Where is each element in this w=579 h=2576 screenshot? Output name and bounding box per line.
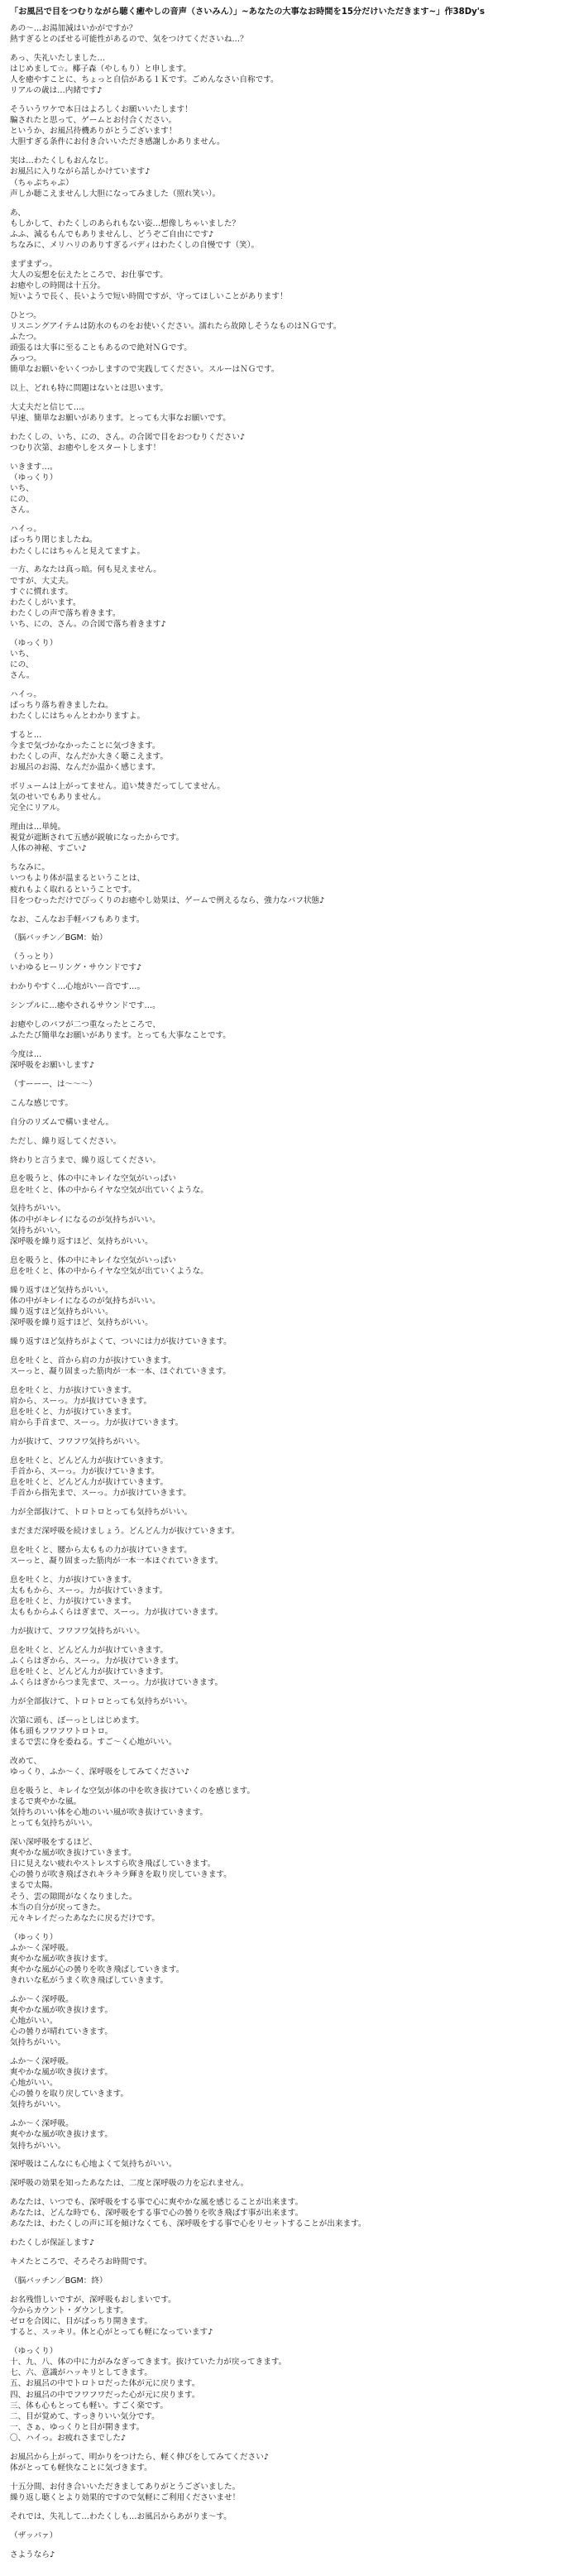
text-line: 繰り返し聴くとより効果的ですので気軽にご利用くださいませ！ — [10, 2492, 241, 2502]
text-line: 大胆すぎる条件にお付き合いいただき感謝しかありません。 — [10, 137, 225, 147]
text-line: 深呼吸はこんなにも心地よくて気持ちがいい。 — [10, 2160, 177, 2170]
paragraph — [10, 1255, 569, 1277]
text-line: 〇、ハイっ。お疲れさまでした♪ — [10, 2433, 127, 2443]
text-line: あなたは、わたくしの声に耳を傾けなくても、深呼吸をする事で心をリセットすることが出来ます。 — [10, 2219, 366, 2229]
paragraph — [10, 1136, 569, 1147]
text-line: 繰り返すほど気持ちがいい。 — [10, 1285, 113, 1295]
paragraph — [10, 2238, 569, 2248]
text-line: ただし、繰り返してください。 — [10, 1136, 122, 1146]
text-line: （ゆっくり） — [10, 1932, 58, 1942]
text-line: 息を吐くと、力が抜けていきます。 — [10, 1575, 136, 1585]
text-line: お風呂のお湯、なんだか温かく感じます。 — [10, 763, 160, 773]
text-line: ボリュームは上がってません。追い焚きだってしてません。 — [10, 782, 225, 792]
text-line: 心地がいい。 — [10, 2017, 58, 2027]
text-line: 繰り返すほど気持ちがいい。 — [10, 1307, 113, 1317]
paragraph — [10, 1786, 569, 1829]
text-line: さん。 — [10, 506, 35, 516]
text-line: はじめまして☆。椰子森（やしもり）と申します。 — [10, 65, 191, 74]
text-line: きれいな私がうまく吹き飛ばしていきます。 — [10, 1975, 169, 1985]
paragraph — [10, 1626, 569, 1637]
text-line: 気持ちがいい。 — [10, 1204, 66, 1214]
paragraph — [10, 981, 569, 992]
text-line: （ちゃぷちゃぷ） — [10, 178, 74, 188]
paragraph — [10, 104, 569, 147]
paragraph — [10, 1117, 569, 1128]
paragraph — [10, 564, 569, 630]
text-line: 自分のリズムで構いません。 — [10, 1117, 114, 1127]
paragraph — [10, 2346, 569, 2444]
text-line: みっつ。 — [10, 354, 41, 364]
paragraph — [10, 1355, 569, 1377]
text-line: ふたたび簡単なお願いがあります。とっても大事なことです。 — [10, 1031, 231, 1041]
text-line: 一方、あなたは真っ暗。何も見えません。 — [10, 565, 161, 575]
text-line: 息を吐くと、力が抜けていきます。 — [10, 1407, 136, 1417]
paragraph — [10, 1437, 569, 1447]
paragraph — [10, 1098, 569, 1109]
text-line: （すーーー、は～～～） — [10, 1080, 97, 1090]
paragraph — [10, 1994, 569, 2048]
text-line: 息を吐くと、力が抜けていきます。 — [10, 1596, 136, 1606]
text-line: すると、スッキリ。体と心がとっても軽になっています♪ — [10, 2328, 213, 2338]
text-line: 十五分間、お付き合いいただきましてありがとうございました。 — [10, 2482, 241, 2492]
paragraph — [10, 822, 569, 854]
text-line: 人を癒やすことに、ちょっと自信がある１Ｋです。ごめんなさい自称です。 — [10, 75, 279, 85]
text-line: まだまだ深呼吸を続けましょう。どんどん力が抜けていきます。 — [10, 1526, 240, 1536]
paragraph — [10, 1696, 569, 1707]
paragraph — [10, 1019, 569, 1041]
text-line: 心の曇りが吹き飛ばされキラキラ輝きを取り戻していきます。 — [10, 1870, 232, 1880]
text-line: 息を吐くと、どんどん力が抜けていきます。 — [10, 1667, 169, 1677]
text-line: わたくしにはちゃんと見えてますよ。 — [10, 546, 146, 556]
text-line: ゆっくり、ふか～く、深呼吸をしてみてください♪ — [10, 1767, 189, 1777]
paragraph — [10, 1526, 569, 1537]
text-line: 早速、簡単なお願いがあります。とっても大事なお願いです。 — [10, 414, 231, 424]
text-line: わたくしの声、なんだか大きく聴こえます。 — [10, 752, 169, 762]
text-line: 息を吐くと、腰から太ももの力が抜けていきます。 — [10, 1545, 192, 1555]
text-line: （ゆっくり） — [10, 638, 58, 648]
text-line: ふか～く深呼吸。 — [10, 2057, 74, 2067]
text-line: お癒やしの時間は十五分。 — [10, 281, 106, 290]
text-line: にの、 — [10, 660, 34, 669]
paragraph — [10, 2530, 569, 2541]
text-line: （ゆっくり） — [10, 473, 58, 483]
text-line: そう、雲の隙間がなくなりました。 — [10, 1892, 137, 1902]
text-line: ふくらはぎから、スーっ。力が抜けていきます。 — [10, 1656, 184, 1666]
text-line: 気持ちのいい体を心地のいい風が吹き抜けていきます。 — [10, 1808, 208, 1818]
text-line: もしかして、わたくしのあられもない姿…想像しちゃいました？ — [10, 218, 241, 228]
text-line: ふか～く深呼吸。 — [10, 2119, 74, 2129]
text-line: ふふ、減るもんでもありませんし、どうぞご自由にです♪ — [10, 229, 214, 239]
text-line: お名残惜しいですが、深呼吸もおしまいです。 — [10, 2295, 176, 2305]
paragraph — [10, 1756, 569, 1777]
text-line: あなたは、いつでも、深呼吸をする事で心に爽やかな風を感じることが出来ます。 — [10, 2198, 304, 2208]
text-line: 気のせいでもありません。 — [10, 793, 106, 803]
text-line: 視覚が遮断されて五感が鋭敏になったからです。 — [10, 833, 184, 843]
text-line: 体の中がキレイになるのが気持ちがいい。 — [10, 1215, 160, 1225]
text-line: さようなら♪ — [10, 2550, 55, 2559]
paragraph — [10, 1336, 569, 1347]
paragraph — [10, 1049, 569, 1071]
text-line: （脳バッチン／BGM：終） — [10, 2276, 108, 2286]
text-line: 力が全部抜けて、トロトロとっても気持ちがいい。 — [10, 1507, 193, 1517]
text-line: ハイっ。 — [10, 689, 41, 699]
text-line: ふくらはぎからつま先まで、スーっ。力が抜けていきます。 — [10, 1678, 223, 1688]
text-line: ハイっ。 — [10, 525, 41, 535]
paragraph — [10, 208, 569, 251]
text-line: 繰り返すほど気持ちがよくて、ついには力が抜けていきます。 — [10, 1336, 232, 1346]
text-line: 息を吐くと、体の中からイヤな空気が出ていくような。 — [10, 1185, 208, 1195]
paragraph — [10, 1000, 569, 1011]
text-line: （ゆっくり） — [10, 2347, 58, 2357]
paragraph — [10, 2276, 569, 2286]
text-line: リスニングアイテムは防水のものをお使いください。濡れたら故障しそうなものはＮＧです。 — [10, 321, 342, 331]
paragraph — [10, 1385, 569, 1428]
text-line: いち、 — [10, 484, 34, 494]
text-line: 力が抜けて、フワフワ気持ちがいい。 — [10, 1626, 145, 1636]
text-line: お風呂から上がって、明かりをつけたら、軽く伸びをしてみてください♪ — [10, 2452, 269, 2462]
text-line: まるで爽やかな風。 — [10, 1796, 82, 1806]
text-line: わかりやすく…心地がいー音です…。 — [10, 982, 146, 992]
text-line: にの、 — [10, 495, 34, 505]
text-line: わたくしの、いち、にの、さん。の合図で目をおつむりください♪ — [10, 433, 246, 443]
text-line: すぐに慣れます。 — [10, 587, 73, 597]
text-line: リアルの歳は…内緒です♪ — [10, 86, 103, 96]
text-line: そういうワケで本日はよろしくお願いいたします！ — [10, 105, 193, 115]
text-line: わたくしの声で落ち着きます。 — [10, 608, 121, 618]
paragraph — [10, 432, 569, 453]
text-line: ふか～く深呼吸。 — [10, 1994, 74, 2004]
text-line: 気持ちがいい。 — [10, 2141, 66, 2151]
text-line: （うっとり） — [10, 952, 58, 962]
text-line: 体も頭もフワフワトロトロ。 — [10, 1726, 113, 1736]
text-line: ひとつ。 — [10, 310, 41, 320]
paragraph — [10, 383, 569, 394]
paragraph — [10, 862, 569, 905]
text-line: とっても気持ちがいい。 — [10, 1819, 98, 1829]
paragraph — [10, 2295, 569, 2338]
paragraph — [10, 689, 569, 722]
text-line: 二、目が覚めて、すっきりいい気分です。 — [10, 2411, 160, 2421]
paragraph — [10, 2550, 569, 2560]
text-line: いわゆるヒーリング・サウンドです♪ — [10, 963, 142, 973]
paragraph — [10, 1575, 569, 1618]
text-line: 一、さぁ、ゆっくりと目が開きます。 — [10, 2422, 145, 2432]
text-line: 次第に頭も、ぼーっとしはじめます。 — [10, 1715, 144, 1725]
text-line: あっ、失礼いたしました… — [10, 53, 106, 63]
text-line: 日に見えない疲れやストレスすら吹き飛ばしていきます。 — [10, 1859, 216, 1869]
paragraph — [10, 1645, 569, 1688]
text-line: 元々キレイだったあなたに戻るだけです。 — [10, 1913, 160, 1923]
text-line: 息を吐くと、力が抜けていきます。 — [10, 1385, 136, 1395]
text-line: 三、体も心もとっても軽い。すごく楽です。 — [10, 2401, 168, 2411]
paragraph — [10, 53, 569, 96]
text-line: それでは、失礼して…わたくしも…お風呂からあがりま～す。 — [10, 2511, 232, 2521]
text-line: 体の中がキレイになるのが気持ちがいい。 — [10, 1296, 160, 1306]
text-line: 終わりと言うまで、繰り返してください。 — [10, 1155, 161, 1165]
text-line: 力が抜けて、フワフワ気持ちがいい。 — [10, 1437, 145, 1446]
text-line: 実は…わたくしもおんなじ。 — [10, 156, 113, 166]
text-line: まるで雲に身を委ねる。すご～く心地がいい。 — [10, 1737, 177, 1747]
text-line: 息を吐くと、どんどん力が抜けていきます。 — [10, 1645, 169, 1655]
paragraph — [10, 1203, 569, 1246]
text-line: 爽やかな風が吹き抜けます。 — [10, 1954, 112, 1964]
text-line: 疲れもよく取れるということです。 — [10, 885, 136, 895]
text-line: ちなみに。 — [10, 863, 50, 873]
text-line: 爽やかな風が吹き抜けます。 — [10, 2068, 112, 2078]
paragraph — [10, 2257, 569, 2267]
text-line: 息を吐くと、どんどん力が抜けていきます。 — [10, 1456, 169, 1465]
paragraph — [10, 1285, 569, 1328]
text-line: 息を吐くと、どんどん力が抜けていきます。 — [10, 1477, 169, 1487]
text-line: ふか～く深呼吸。 — [10, 1943, 74, 1953]
text-line: 頭張るは大事に至ることもあるので絶対ＮＧです。 — [10, 343, 192, 353]
text-line: いち、 — [10, 649, 34, 659]
text-line: 深呼吸をお願いします♪ — [10, 1061, 95, 1071]
text-line: ばっちり落ち着きましたね。 — [10, 701, 113, 711]
text-line: 息を吸うと、体の中にキレイな空気がいっぱい — [10, 1255, 176, 1265]
text-line: 今まで気づかなかったことに気づきます。 — [10, 741, 160, 751]
paragraph — [10, 1155, 569, 1166]
paragraph — [10, 2118, 569, 2151]
text-line: すると… — [10, 731, 42, 741]
text-line: ゼロを合図に、目がぱっちり開きます。 — [10, 2317, 152, 2327]
text-line: シンプルに…癒やされるサウンドです…。 — [10, 1001, 160, 1011]
paragraph — [10, 781, 569, 813]
paragraph — [10, 1456, 569, 1499]
text-line: 目をつむっただけでびっくりのお癒やし効果は、ゲームで例えるなら、強力なバフ状態♪ — [10, 895, 325, 905]
text-line: あなたは、どんな時でも、深呼吸をする事で心の曇りを吹き飛ばす事が出来ます。 — [10, 2209, 304, 2219]
text-line: わたくしにはちゃんとわかりますよ。 — [10, 712, 146, 722]
text-line: 理由は…単純。 — [10, 823, 66, 832]
text-line: 深呼吸を繰り返すほど、気持ちがいい。 — [10, 1236, 153, 1246]
text-line: 深呼吸の効果を知ったあなたは、二度と深呼吸の力を忘れません。 — [10, 2179, 249, 2189]
text-line: お癒やしのバフが二つ重なったところで、 — [10, 1020, 160, 1030]
paragraph — [10, 23, 569, 45]
text-line: 爽やかな風が心の曇りを吹き飛ばしていきます。 — [10, 1964, 184, 1974]
text-line: あ、 — [10, 208, 26, 218]
text-line: スーっと、凝り固まった筋肉が一本一本ほぐれていきます。 — [10, 1556, 223, 1566]
text-line: あの～…お湯加減はいかがですか？ — [10, 24, 137, 33]
text-line: 気持ちがいい。 — [10, 2100, 66, 2110]
text-line: まるで太陽。 — [10, 1881, 58, 1891]
text-line: 体がとっても軽快なことに気づきます。 — [10, 2463, 152, 2473]
text-line: （脳バッチン／BGM：始） — [10, 933, 108, 943]
text-line: つむり次第、お癒やしをスタートします！ — [10, 444, 161, 453]
paragraph — [10, 1545, 569, 1566]
text-line: というか、お風呂待機ありがとうございます！ — [10, 127, 177, 137]
paragraph — [10, 156, 569, 199]
text-line: ふたつ。 — [10, 333, 41, 343]
paragraph — [10, 2178, 569, 2189]
paragraph — [10, 933, 569, 943]
text-line: 太ももからふくらはぎまで、スーっ。力が抜けていきます。 — [10, 1607, 223, 1617]
text-line: 手首から、スーっ。力が抜けていきます。 — [10, 1466, 160, 1476]
text-line: 息を吸うと、キレイな空気が体の中を吹き抜けていくのを感じます。 — [10, 1786, 256, 1796]
paragraph — [10, 1507, 569, 1518]
paragraph — [10, 1932, 569, 1986]
text-line: 肩から手首まで、スーっ。力が抜けていきます。 — [10, 1418, 184, 1427]
text-line: スーっと、凝り固まった筋肉が一本一本、ほぐれていきます。 — [10, 1366, 231, 1376]
paragraph — [10, 638, 569, 681]
text-line: わたくしが保証します♪ — [10, 2238, 95, 2248]
text-line: 手首から指先まで、スーっ。力が抜けていきます。 — [10, 1489, 191, 1499]
text-line: 力が全部抜けて、トロトロとっても気持ちがいい。 — [10, 1696, 193, 1706]
text-line: 息を吸うと、体の中にキレイな空気がいっぱい — [10, 1174, 176, 1184]
text-line: 五、お風呂の中でトロトロだった体が元に戻ります。 — [10, 2379, 200, 2389]
text-line: 息を吐くと、首から肩の力が抜けていきます。 — [10, 1355, 176, 1365]
text-line: 改めて、 — [10, 1756, 42, 1766]
text-line: 声しか聴こえませんし大胆になってみました（照れ笑い）。 — [10, 189, 221, 199]
text-line: 太ももから、スーっ。力が抜けていきます。 — [10, 1585, 168, 1595]
paragraph — [10, 2197, 569, 2229]
paragraph — [10, 730, 569, 773]
text-line: 完全にリアル。 — [10, 804, 65, 813]
text-line: いつもより体が温まるということは、 — [10, 874, 146, 884]
text-line: こんな感じです。 — [10, 1098, 73, 1108]
paragraph — [10, 2511, 569, 2522]
text-line: （ザッパァ） — [10, 2530, 58, 2540]
text-line: まずまずっ。 — [10, 259, 57, 269]
text-line: いきます…。 — [10, 463, 58, 473]
text-line: ばっちり閉じましたね。 — [10, 535, 98, 545]
paragraph — [10, 2159, 569, 2170]
paragraph — [10, 914, 569, 925]
text-line: なお、こんなお手軽バフもあります。 — [10, 914, 145, 924]
paragraph — [10, 2056, 569, 2110]
text-line: 大丈夫だと信じて…。 — [10, 403, 89, 413]
text-line: 騙されたと思って、ゲームとお付合ください。 — [10, 116, 177, 126]
document-title: 「お風呂で目をつむりながら聴く癒やしの音声（さいみん）」~あなたの大事なお時間を15分だけいただきます~」作38Dy's — [10, 7, 485, 17]
text-line: 爽やかな風が吹き抜けていきます。 — [10, 1849, 136, 1859]
text-line: 深呼吸を繰り返すほど、気持ちがいい。 — [10, 1317, 153, 1327]
text-line: 肩から、スーっ。力が抜けていきます。 — [10, 1396, 152, 1406]
text-line: さん。 — [10, 671, 35, 681]
text-line: ですが、大丈夫。 — [10, 576, 74, 586]
text-line: 息を吐くと、体の中からイヤな空気が出ていくような。 — [10, 1266, 208, 1276]
text-line: 今からカウント・ダウンします。 — [10, 2306, 129, 2316]
text-line: 心の曇りが晴れていきます。 — [10, 2027, 112, 2037]
paragraph — [10, 1173, 569, 1195]
text-line: 十、九、八、体の中に力がみなぎってきます。抜けていた力が戻ってきます。 — [10, 2358, 287, 2367]
text-line: 熱すぎるとのぼせる可能性があるので、気をつけてくださいね…？ — [10, 35, 248, 45]
text-line: 簡単なお願いをいくつかしますので実践してください。スルーはＮＧです。 — [10, 365, 280, 375]
text-line: いち、にの、さん。の合図で落ち着きます♪ — [10, 619, 166, 629]
text-line: 人体の神秘、すごい♪ — [10, 844, 87, 854]
text-line: 深い深呼吸をするほど、 — [10, 1838, 98, 1848]
text-line: 以上、どれも特に問題はないとは思います。 — [10, 384, 169, 394]
text-line: 大人の妄想を伝えたところで、お仕事です。 — [10, 270, 168, 280]
text-line: わたくしがいます。 — [10, 597, 81, 607]
text-line: 七、六、意識がハッキリとしてきます。 — [10, 2368, 152, 2378]
text-line: 爽やかな風が吹き抜けます。 — [10, 2130, 112, 2140]
paragraph — [10, 1837, 569, 1924]
text-line: 本当の自分が戻ってきた。 — [10, 1902, 106, 1912]
text-line: 気持ちがいい。 — [10, 1226, 66, 1235]
text-line: 短いようで長く、長いようで短い時間ですが、守ってほしいことがあります！ — [10, 291, 288, 301]
text-line: ちなみに、メリハリのありすぎるバディはわたくしの自慢です（笑）。 — [10, 240, 260, 250]
text-line: 四、お風呂の中でフワフワだった心が元に戻ります。 — [10, 2390, 200, 2400]
text-line: 心の曇りを取り戻していきます。 — [10, 2089, 129, 2099]
paragraph — [10, 1715, 569, 1748]
paragraph — [10, 952, 569, 973]
paragraph — [10, 310, 569, 376]
text-line: お風呂に入りながら話しかけています♪ — [10, 167, 151, 177]
paragraph — [10, 462, 569, 516]
text-line: キメたところで、そろそろお時間です。 — [10, 2257, 152, 2267]
paragraph — [10, 1079, 569, 1090]
text-line: 爽やかな風が吹き抜けます。 — [10, 2005, 112, 2015]
text-line: 今度は… — [10, 1050, 42, 1060]
document-body — [10, 23, 569, 2560]
paragraph — [10, 402, 569, 424]
text-line: 気持ちがいい。 — [10, 2038, 66, 2048]
paragraph — [10, 259, 569, 302]
paragraph — [10, 524, 569, 556]
text-line: 心地がいい。 — [10, 2079, 58, 2089]
paragraph — [10, 2452, 569, 2473]
paragraph — [10, 2482, 569, 2503]
